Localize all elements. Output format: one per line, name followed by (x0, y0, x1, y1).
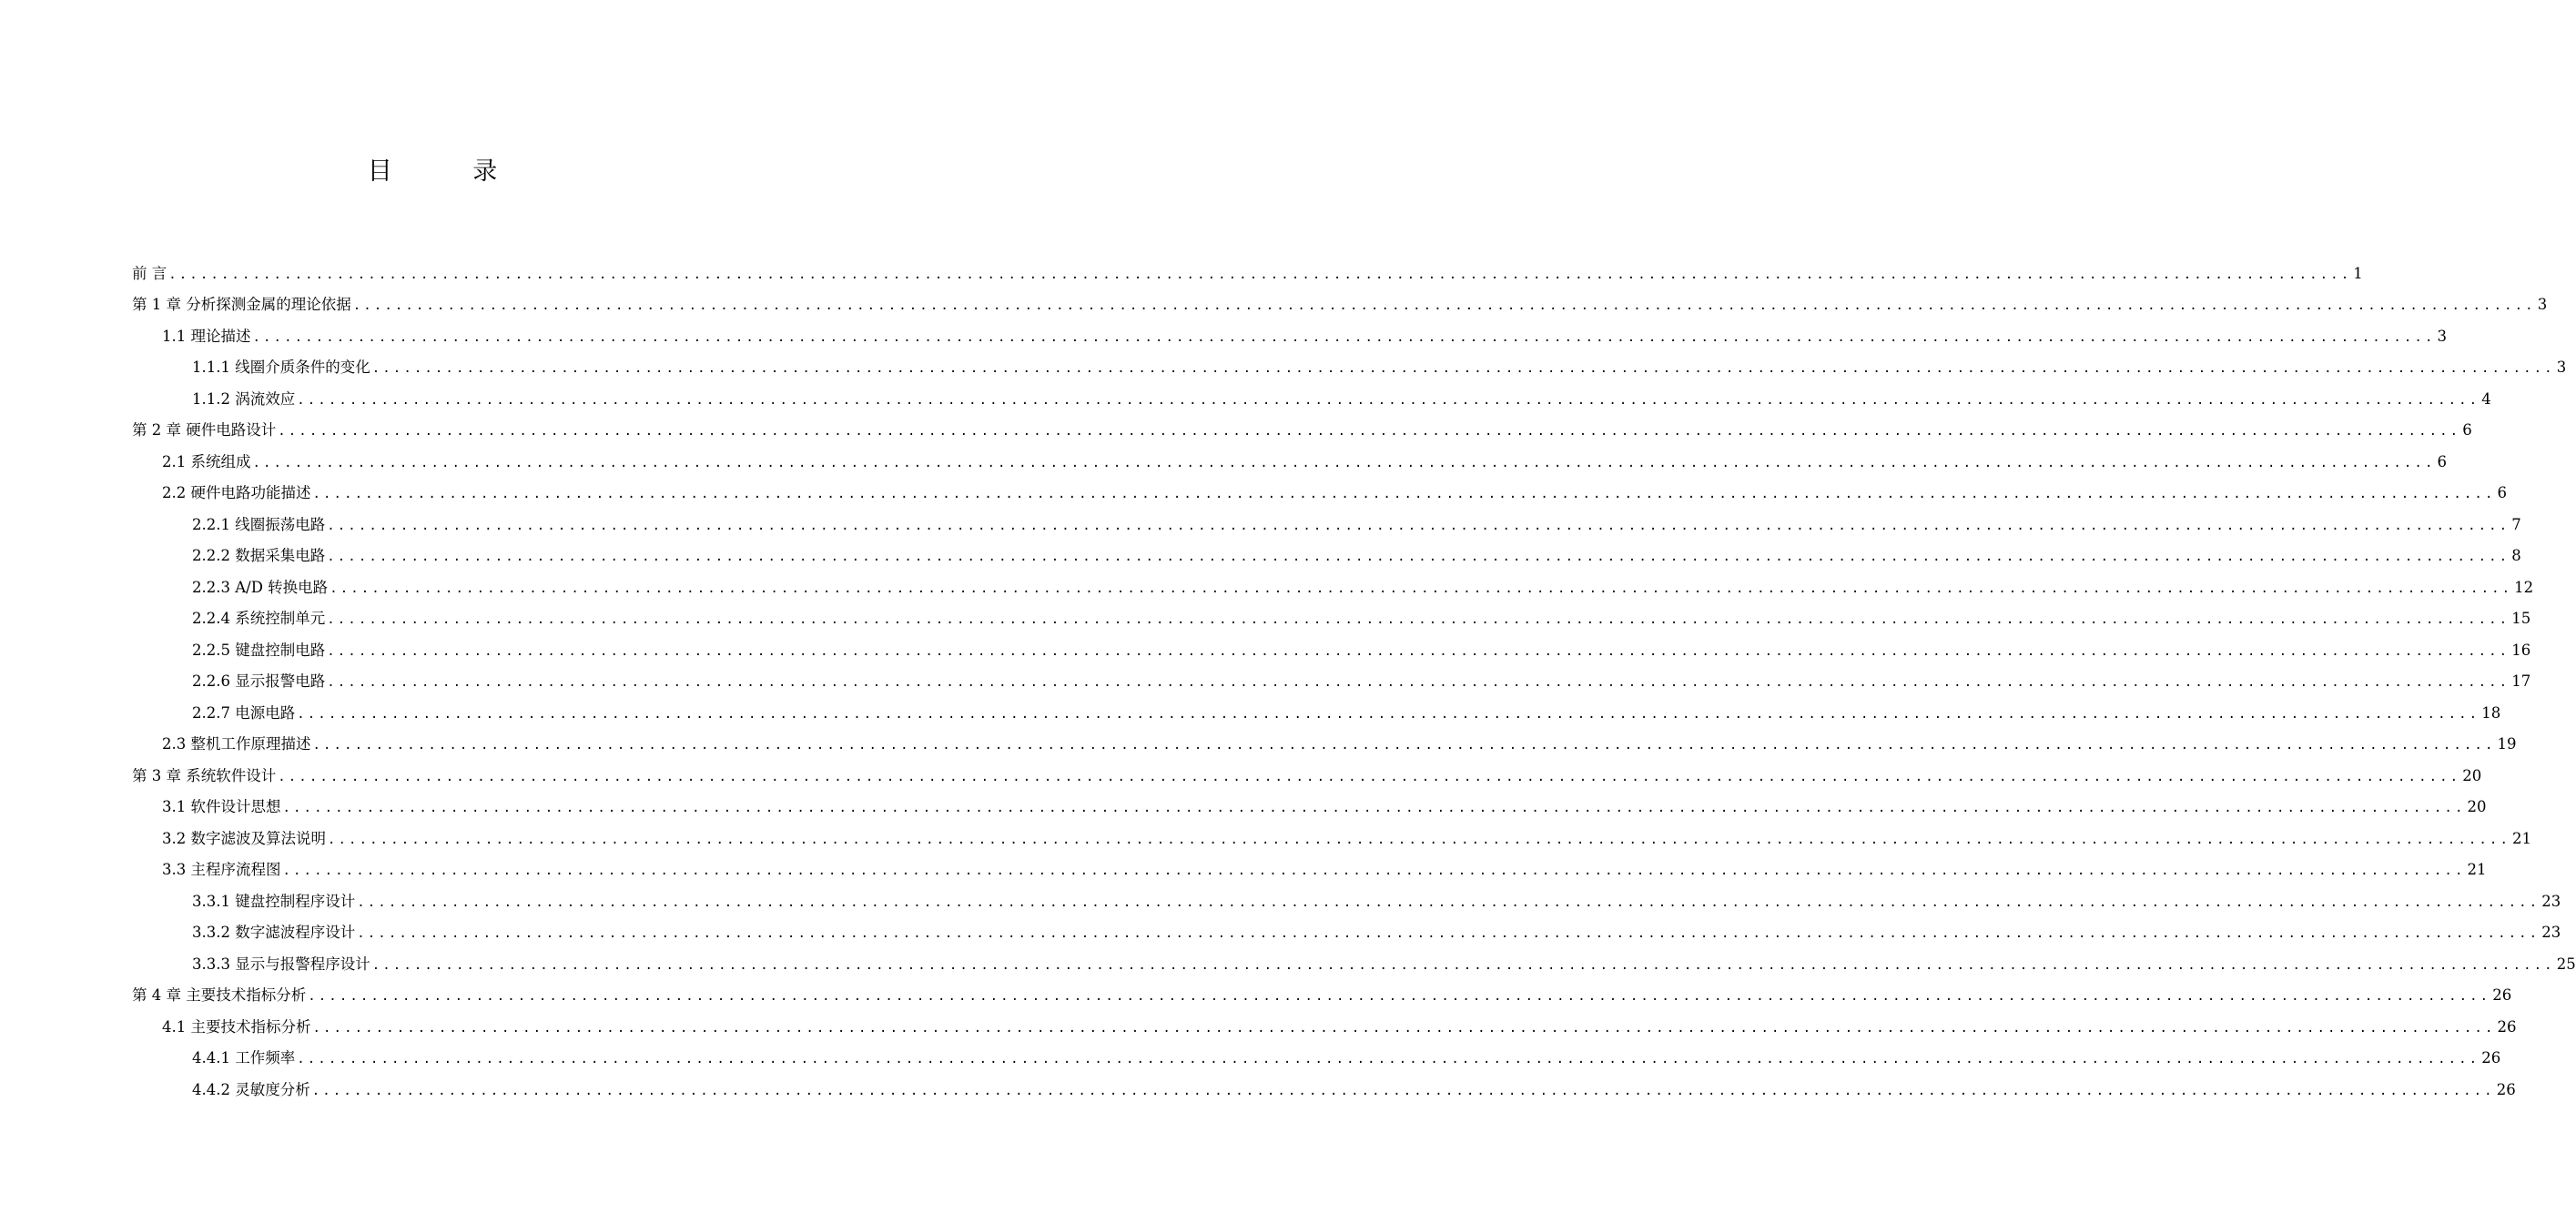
dot-leader: ................................................................................................................................................................................................................ (308, 989, 2491, 1004)
toc-page-number: 4 (2481, 390, 2491, 408)
toc-page-number: 26 (2492, 986, 2512, 1004)
dot-leader: ................................................................................................................................................................................................................ (357, 926, 2541, 941)
dot-leader: ................................................................................................................................................................................................................ (327, 675, 2510, 690)
toc-page-number: 21 (2467, 861, 2487, 878)
dot-leader: ................................................................................................................................................................................................................ (297, 393, 2480, 408)
toc-entry-label: 前 言 (132, 265, 167, 282)
toc-entry-label: 4.1 主要技术指标分析 (162, 1018, 311, 1036)
toc-entry-label: 2.1 系统组成 (162, 453, 251, 470)
toc-entry-label: 2.2.7 电源电路 (192, 704, 296, 722)
dot-leader: ................................................................................................................................................................................................................ (357, 895, 2541, 910)
toc-entry[interactable] (192, 608, 2531, 630)
dot-leader: ................................................................................................................................................................................................................ (327, 612, 2510, 627)
dot-leader: ................................................................................................................................................................................................................ (327, 519, 2510, 533)
toc-entry[interactable] (162, 482, 2507, 504)
toc-entry[interactable] (132, 985, 2512, 1006)
dot-leader: ................................................................................................................................................................................................................ (328, 833, 2510, 847)
toc-entry-label: 1.1.2 涡流效应 (192, 390, 296, 408)
toc-page-number: 17 (2511, 672, 2531, 690)
toc-entry[interactable] (132, 765, 2482, 787)
toc-page-number: 26 (2497, 1018, 2517, 1036)
toc-entry-label: 2.3 整机工作原理描述 (162, 735, 311, 753)
toc-entry[interactable] (192, 1047, 2501, 1069)
toc-entry[interactable] (192, 954, 2576, 975)
dot-leader: ................................................................................................................................................................................................................ (312, 1021, 2496, 1036)
toc-page-number: 8 (2511, 547, 2521, 564)
toc-entry[interactable] (192, 891, 2561, 913)
toc-entry[interactable] (132, 263, 2363, 285)
toc-entry-label: 2.2.3 A/D 转换电路 (192, 579, 329, 596)
toc-entry[interactable] (132, 294, 2548, 316)
toc-entry[interactable] (132, 419, 2472, 441)
toc-entry-label: 4.4.1 工作频率 (192, 1049, 296, 1066)
toc-entry[interactable] (192, 577, 2534, 599)
toc-entry-label: 3.3 主程序流程图 (162, 861, 281, 878)
dot-leader: ................................................................................................................................................................................................................ (330, 581, 2513, 596)
toc-entry[interactable] (192, 514, 2521, 536)
toc-entry-label: 1.1.1 线圈介质条件的变化 (192, 359, 370, 376)
toc-page-number: 3 (2537, 296, 2548, 313)
toc-page-number: 18 (2481, 704, 2501, 722)
dot-leader: ................................................................................................................................................................................................................ (297, 1052, 2480, 1066)
toc-entry[interactable] (192, 545, 2521, 567)
toc-entry[interactable] (162, 828, 2531, 850)
toc-page-number: 15 (2511, 610, 2531, 627)
toc-page-number: 12 (2514, 579, 2534, 596)
dot-leader: ................................................................................................................................................................................................................ (282, 864, 2466, 878)
toc-entry[interactable] (192, 671, 2531, 692)
toc-entry-label: 3.3.3 显示与报警程序设计 (192, 955, 370, 973)
toc-entry[interactable] (162, 733, 2517, 755)
toc-page-number: 20 (2467, 798, 2487, 815)
toc-entry[interactable] (192, 640, 2531, 662)
toc-page-number: 21 (2511, 830, 2531, 847)
toc-entry-label: 2.2.1 线圈振荡电路 (192, 516, 326, 533)
toc-page-number: 25 (2556, 955, 2576, 973)
dot-leader: ................................................................................................................................................................................................................ (252, 330, 2436, 345)
toc-entry-label: 3.3.2 数字滤波程序设计 (192, 924, 356, 941)
dot-leader: ................................................................................................................................................................................................................ (297, 707, 2480, 722)
toc-page-number: 23 (2541, 924, 2561, 941)
toc-entry[interactable] (162, 796, 2487, 818)
dot-leader: ................................................................................................................................................................................................................ (371, 361, 2555, 376)
toc-entry-label: 2.2.6 显示报警电路 (192, 672, 326, 690)
dot-leader: ................................................................................................................................................................................................................ (278, 770, 2461, 784)
dot-leader: ................................................................................................................................................................................................................ (252, 456, 2436, 470)
toc-page-number: 6 (2437, 453, 2447, 470)
toc-page-number: 3 (2437, 328, 2447, 345)
dot-leader: ................................................................................................................................................................................................................ (352, 298, 2536, 313)
dot-leader: ................................................................................................................................................................................................................ (371, 958, 2555, 973)
toc-page-number: 6 (2462, 421, 2472, 439)
toc-entry-label: 第 3 章 系统软件设计 (132, 767, 277, 784)
toc-entry[interactable] (192, 357, 2567, 379)
toc-page-number: 3 (2556, 359, 2567, 376)
toc-entry-label: 2.2.5 键盘控制电路 (192, 642, 326, 659)
toc-entry-label: 第 4 章 主要技术指标分析 (132, 986, 307, 1004)
dot-leader: ................................................................................................................................................................................................................ (312, 738, 2496, 753)
toc-entry[interactable] (192, 702, 2501, 724)
dot-leader: ................................................................................................................................................................................................................ (168, 268, 2352, 282)
toc-page-number: 16 (2511, 642, 2531, 659)
toc-entry[interactable] (162, 859, 2487, 881)
toc-entry-label: 第 1 章 分析探测金属的理论依据 (132, 296, 351, 313)
toc-page-number: 6 (2497, 484, 2507, 501)
toc-entry[interactable] (162, 326, 2447, 348)
dot-leader: ................................................................................................................................................................................................................ (312, 487, 2496, 501)
toc-entry-label: 2.2 硬件电路功能描述 (162, 484, 311, 501)
dot-leader: ................................................................................................................................................................................................................ (327, 550, 2510, 564)
toc-entry-label: 3.2 数字滤波及算法说明 (162, 830, 326, 847)
toc-page-number: 20 (2462, 767, 2482, 784)
dot-leader: ................................................................................................................................................................................................................ (282, 801, 2466, 815)
toc-page-number: 23 (2541, 893, 2561, 910)
toc-entry-label: 3.3.1 键盘控制程序设计 (192, 893, 356, 910)
toc-page-number: 1 (2353, 265, 2363, 282)
toc-entry-label: 第 2 章 硬件电路设计 (132, 421, 277, 439)
toc-entry-label: 2.2.2 数据采集电路 (192, 547, 326, 564)
toc-page-number: 26 (2496, 1081, 2516, 1098)
toc-entry-label: 4.4.2 灵敏度分析 (192, 1081, 310, 1098)
toc-entry-label: 2.2.4 系统控制单元 (192, 610, 326, 627)
toc-entry[interactable] (162, 1016, 2517, 1038)
toc-entry-label: 1.1 理论描述 (162, 328, 251, 345)
toc-page-number: 19 (2497, 735, 2517, 753)
toc-entry[interactable] (192, 922, 2561, 944)
toc-page-number: 7 (2511, 516, 2521, 533)
toc-page-number: 26 (2481, 1049, 2501, 1066)
toc-entry-label: 3.1 软件设计思想 (162, 798, 281, 815)
dot-leader: ................................................................................................................................................................................................................ (278, 424, 2461, 439)
dot-leader: ................................................................................................................................................................................................................ (311, 1084, 2495, 1098)
toc-entry[interactable] (192, 389, 2491, 410)
toc-entry[interactable] (192, 1079, 2516, 1101)
toc-entry[interactable] (162, 451, 2447, 473)
dot-leader: ................................................................................................................................................................................................................ (327, 644, 2510, 659)
page-title: 目 录 (367, 157, 534, 186)
